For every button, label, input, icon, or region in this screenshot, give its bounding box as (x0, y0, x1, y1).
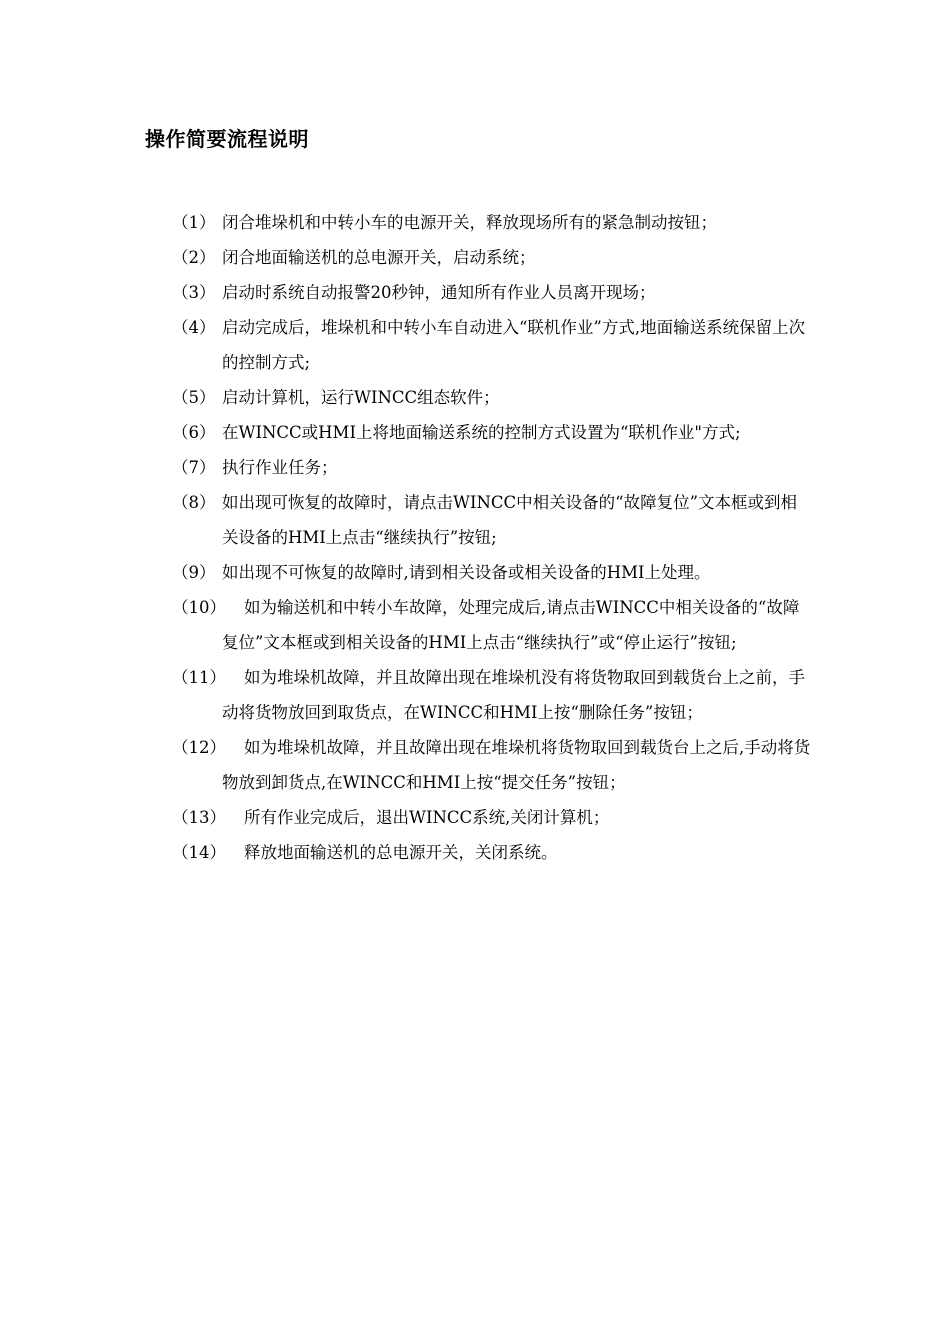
step-number: （2） (172, 248, 216, 267)
step-text: 如为堆垛机故障，并且故障出现在堆垛机将货物取回到载货台上之后,手动将货物放到卸货点,在WINCC和HMI上按“提交任务”按钮； (222, 738, 811, 792)
step-text: 如出现不可恢复的故障时,请到相关设备或相关设备的HMI上处理。 (222, 563, 711, 582)
step-text: 释放地面输送机的总电源开关，关闭系统。 (244, 843, 558, 862)
list-item (172, 485, 812, 555)
step-number: （5） (172, 388, 216, 407)
step-number: （9） (172, 563, 216, 582)
step-number: （12） (172, 738, 226, 757)
list-item (172, 415, 812, 450)
list-item (172, 380, 812, 415)
step-text: 闭合堆垛机和中转小车的电源开关，释放现场所有的紧急制动按钮； (222, 213, 717, 232)
list-item (172, 205, 812, 240)
step-text: 启动完成后，堆垛机和中转小车自动进入“联机作业”方式,地面输送系统保留上次的控制方式; (222, 318, 806, 372)
list-item (172, 555, 812, 590)
step-text: 如出现可恢复的故障时，请点击WINCC中相关设备的“故障复位”文本框或到相关设备的HMI上点击“继续执行”按钮; (222, 493, 798, 547)
list-item (172, 835, 812, 870)
step-text: 执行作业任务； (222, 458, 338, 477)
step-number: （3） (172, 283, 216, 302)
step-text: 闭合地面输送机的总电源开关，启动系统； (222, 248, 536, 267)
step-text: 启动时系统自动报警20秒钟，通知所有作业人员离开现场； (222, 283, 656, 302)
procedure-list (172, 205, 812, 870)
step-text: 所有作业完成后，退出WINCC系统,关闭计算机； (244, 808, 610, 827)
step-number: （13） (172, 808, 226, 827)
step-number: （10） (172, 598, 226, 617)
list-item (172, 590, 812, 660)
step-number: （8） (172, 493, 216, 512)
list-item (172, 660, 812, 730)
step-text: 如为输送机和中转小车故障，处理完成后,请点击WINCC中相关设备的“故障复位”文本框或到相关设备的HMI上点击“继续执行”或“停止运行”按钮; (222, 598, 800, 652)
step-text: 如为堆垛机故障，并且故障出现在堆垛机没有将货物取回到载货台上之前，手动将货物放回到取货点，在WINCC和HMI上按“删除任务”按钮； (222, 668, 805, 722)
step-text: 在WINCC或HMI上将地面输送系统的控制方式设置为“联机作业"方式; (222, 423, 741, 442)
list-item (172, 730, 812, 800)
step-number: （11） (172, 668, 226, 687)
step-number: （7） (172, 458, 216, 477)
step-number: （1） (172, 213, 216, 232)
step-number: （4） (172, 318, 216, 337)
step-text: 启动计算机，运行WINCC组态软件； (222, 388, 500, 407)
step-number: （14） (172, 843, 226, 862)
list-item (172, 800, 812, 835)
list-item (172, 310, 812, 380)
list-item (172, 450, 812, 485)
list-item (172, 275, 812, 310)
page-title: 操作简要流程说明 (145, 127, 309, 151)
step-number: （6） (172, 423, 216, 442)
list-item (172, 240, 812, 275)
